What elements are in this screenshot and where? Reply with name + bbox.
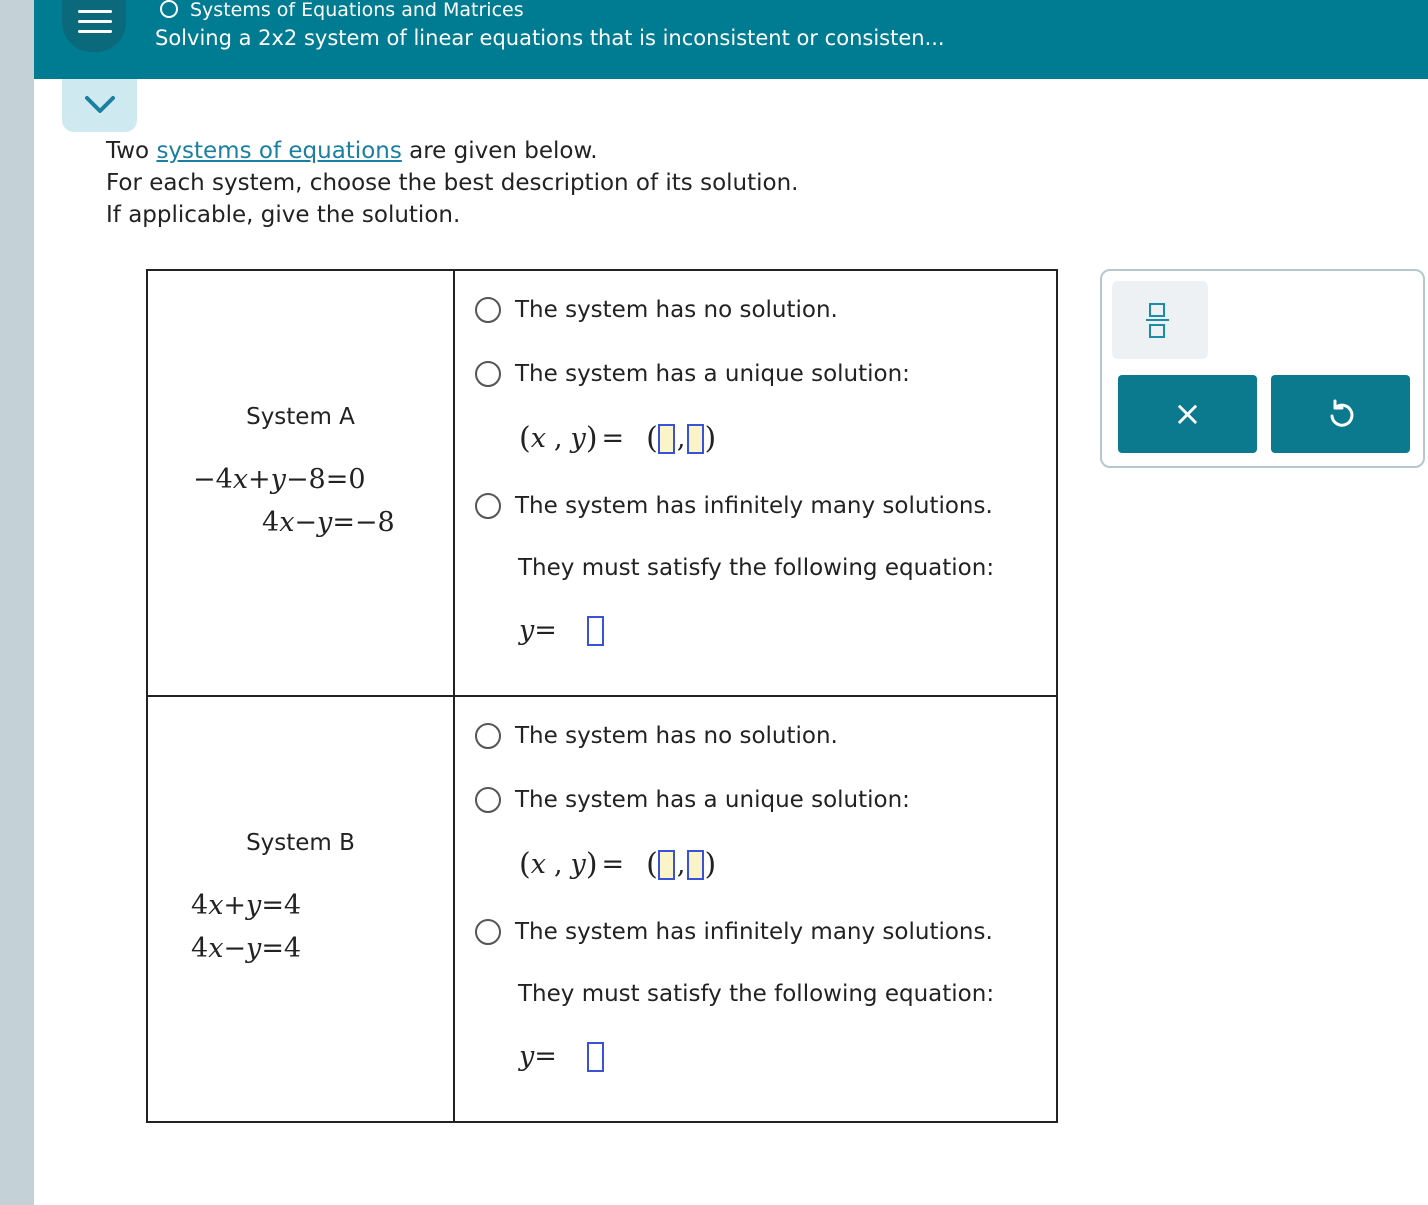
fraction-icon[interactable] (1112, 281, 1208, 359)
instruction-line-1: Two systems of equations are given below. (106, 138, 598, 164)
system-b-y-input[interactable] (687, 850, 704, 880)
progress-circle-icon (160, 0, 178, 18)
instructions (106, 135, 799, 231)
undo-button[interactable] (1271, 375, 1410, 453)
system-b-cell (147, 696, 454, 1122)
undo-icon (1326, 398, 1356, 430)
system-a-x-input[interactable] (658, 424, 675, 454)
close-icon: × (1173, 394, 1202, 434)
radio-button[interactable] (475, 919, 501, 945)
system-b-label: System B (246, 830, 355, 856)
math-toolbar (1100, 269, 1425, 468)
radio-button[interactable] (475, 297, 501, 323)
system-a-label: System A (246, 404, 355, 430)
radio-button[interactable] (475, 787, 501, 813)
radio-button[interactable] (475, 361, 501, 387)
instruction-line-3: If applicable, give the solution. (106, 202, 461, 228)
system-b-equation-1: 4x+y=4 (191, 890, 302, 921)
menu-icon[interactable] (62, 0, 126, 52)
system-a-equation-2: 4x−y=−8 (262, 507, 395, 538)
topic-text: Systems of Equations and Matrices (190, 0, 524, 21)
system-b-unique-solution-entry: ( x , y ) = ( , ) (519, 847, 717, 882)
system-b-equation-entry: y = (519, 1041, 604, 1072)
system-a-equation-1: −4x+y−8=0 (193, 464, 366, 495)
system-b-x-input[interactable] (658, 850, 675, 880)
system-b-equation-2: 4x−y=4 (191, 933, 302, 964)
system-a-equation-entry: y = (519, 615, 604, 646)
system-b-row (147, 696, 1057, 1122)
system-a-option-infinite[interactable]: The system has infinitely many solutions. (475, 493, 993, 519)
system-a-y-input[interactable] (687, 424, 704, 454)
system-b-options (454, 696, 1057, 1122)
system-a-satisfy-label: They must satisfy the following equation: (518, 555, 995, 581)
system-a-row (147, 270, 1057, 696)
clear-button[interactable] (1118, 375, 1257, 453)
system-a-option-unique[interactable]: The system has a unique solution: (475, 361, 910, 387)
left-rail (0, 0, 34, 1205)
page-title: Solving a 2x2 system of linear equations that is inconsistent or consisten... (155, 26, 945, 50)
collapse-tab[interactable] (62, 79, 137, 132)
system-a-options (454, 270, 1057, 696)
chevron-down-icon (84, 95, 116, 115)
systems-of-equations-link[interactable]: systems of equations (156, 138, 402, 164)
system-a-equation-input[interactable] (587, 616, 604, 646)
radio-button[interactable] (475, 723, 501, 749)
system-b-option-infinite[interactable]: The system has infinitely many solutions. (475, 919, 993, 945)
instruction-line-2: For each system, choose the best description of its solution. (106, 170, 799, 196)
system-b-satisfy-label: They must satisfy the following equation: (518, 981, 995, 1007)
topic-label (160, 0, 524, 20)
system-b-option-unique[interactable]: The system has a unique solution: (475, 787, 910, 813)
system-a-option-no-solution[interactable]: The system has no solution. (475, 297, 838, 323)
system-b-equation-input[interactable] (587, 1042, 604, 1072)
radio-button[interactable] (475, 493, 501, 519)
system-b-option-no-solution[interactable]: The system has no solution. (475, 723, 838, 749)
system-a-unique-solution-entry: ( x , y ) = ( , ) (519, 421, 717, 456)
top-bar (34, 0, 1428, 79)
system-a-cell (147, 270, 454, 696)
systems-table (146, 269, 1058, 1123)
